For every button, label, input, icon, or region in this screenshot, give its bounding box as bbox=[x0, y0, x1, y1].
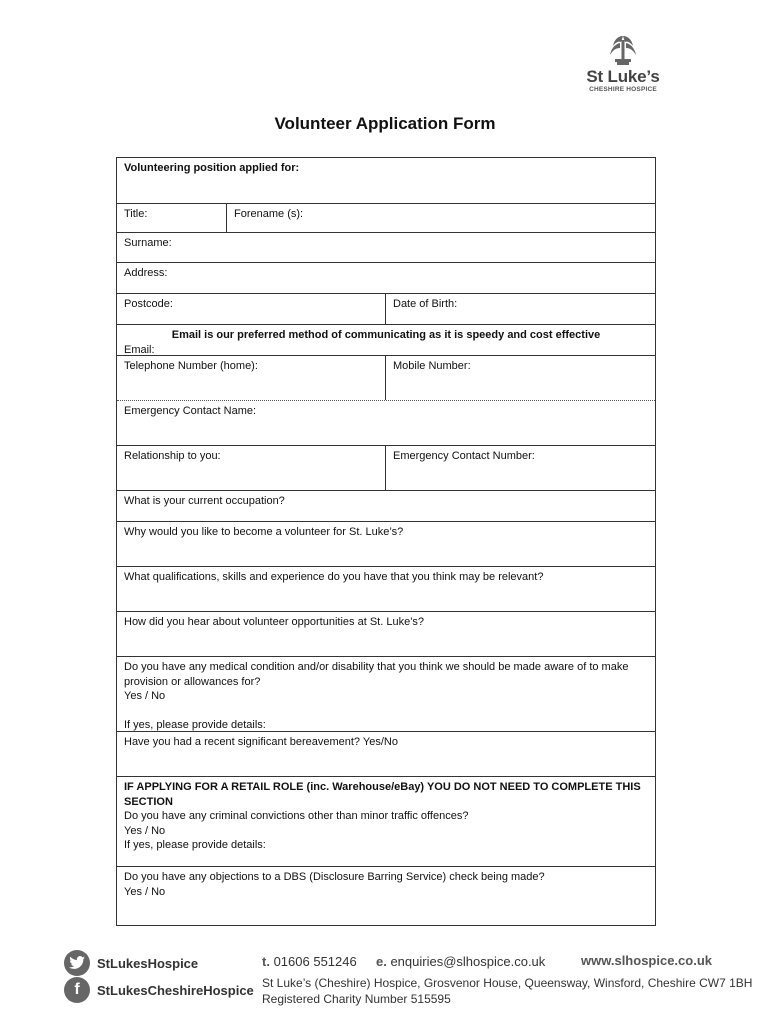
position-row bbox=[117, 158, 655, 203]
medical-row bbox=[117, 656, 655, 731]
telephone-row bbox=[117, 355, 655, 400]
retail-note: IF APPLYING FOR A RETAIL ROLE (inc. Warehouse/eBay) YOU DO NOT NEED TO COMPLETE THIS SECTION bbox=[124, 781, 641, 808]
medical-details: If yes, please provide details: bbox=[124, 719, 266, 732]
address-row bbox=[117, 262, 655, 293]
email-note: Email is our preferred method of communicating as it is speedy and cost effective bbox=[171, 329, 601, 341]
title-field[interactable]: Title: bbox=[117, 204, 227, 232]
surname-row bbox=[117, 232, 655, 262]
charity-number: Registered Charity Number 515595 bbox=[262, 992, 451, 1006]
emergency-name-row bbox=[117, 400, 655, 445]
email-field[interactable]: Email: bbox=[124, 343, 155, 356]
website-link[interactable]: www.slhospice.co.uk bbox=[581, 953, 712, 968]
bereavement-row bbox=[117, 731, 655, 776]
twitter-link[interactable] bbox=[64, 950, 198, 976]
relationship-field[interactable]: Relationship to you: bbox=[117, 446, 386, 490]
phone-number[interactable]: 01606 551246 bbox=[273, 954, 357, 969]
why-row bbox=[117, 521, 655, 566]
address-field[interactable]: Address: bbox=[124, 267, 168, 279]
dbs-field[interactable] bbox=[117, 867, 655, 925]
medical-yes-no[interactable]: Yes / No bbox=[124, 690, 166, 703]
qualifications-row bbox=[117, 566, 655, 611]
facebook-link[interactable] bbox=[64, 977, 254, 1003]
postal-address: St Luke’s (Cheshire) Hospice, Grosvenor House, Queensway, Winsford, Cheshire CW7 1BH bbox=[262, 976, 753, 990]
criminal-yes-no[interactable]: Yes / No bbox=[124, 824, 166, 837]
contact-line bbox=[262, 954, 545, 969]
dob-field[interactable]: Date of Birth: bbox=[393, 298, 458, 310]
dbs-yes-no[interactable]: Yes / No bbox=[124, 885, 166, 898]
footer bbox=[0, 945, 770, 1024]
logo bbox=[583, 34, 663, 93]
emergency-name-field[interactable]: Emergency Contact Name: bbox=[124, 405, 257, 417]
logo-subtitle: CHESHIRE HOSPICE bbox=[589, 86, 657, 93]
criminal-field[interactable] bbox=[117, 777, 655, 866]
email-label: e. bbox=[375, 954, 387, 969]
postcode-field[interactable]: Postcode: bbox=[117, 294, 386, 324]
criminal-row bbox=[117, 776, 655, 866]
occupation-row bbox=[117, 490, 655, 521]
qualifications-field[interactable]: What qualifications, skills and experience do you have that you think may be relevant? bbox=[124, 571, 544, 583]
postcode-row bbox=[117, 293, 655, 324]
hear-row bbox=[117, 611, 655, 656]
position-field[interactable]: Volunteering position applied for: bbox=[124, 162, 300, 174]
emergency-number-field[interactable]: Emergency Contact Number: bbox=[393, 450, 535, 462]
fountain-icon bbox=[606, 34, 640, 66]
criminal-question: Do you have any criminal convictions other than minor traffic offences? bbox=[124, 810, 469, 823]
hear-field[interactable]: How did you hear about volunteer opportunities at St. Luke’s? bbox=[124, 616, 425, 628]
email-address[interactable]: enquiries@slhospice.co.uk bbox=[390, 954, 546, 969]
telephone-home-field[interactable]: Telephone Number (home): bbox=[117, 356, 386, 400]
dbs-question: Do you have any objections to a DBS (Disclosure Barring Service) check being made? bbox=[124, 871, 545, 883]
twitter-handle: StLukesHospice bbox=[97, 955, 199, 971]
dbs-row bbox=[117, 866, 655, 925]
medical-field[interactable] bbox=[117, 657, 655, 731]
surname-field[interactable]: Surname: bbox=[124, 237, 172, 249]
application-form bbox=[116, 157, 656, 926]
facebook-icon: f bbox=[64, 977, 90, 1003]
mobile-field[interactable]: Mobile Number: bbox=[393, 360, 471, 372]
occupation-field[interactable]: What is your current occupation? bbox=[124, 495, 285, 507]
criminal-details: If yes, please provide details: bbox=[124, 839, 266, 852]
twitter-icon bbox=[64, 950, 90, 976]
name-row bbox=[117, 203, 655, 232]
phone-label: t. bbox=[262, 954, 270, 969]
email-row bbox=[117, 324, 655, 355]
logo-name: St Luke’s bbox=[586, 67, 660, 86]
forename-field[interactable]: Forename (s): bbox=[234, 208, 304, 220]
page-title: Volunteer Application Form bbox=[274, 114, 496, 133]
medical-question: Do you have any medical condition and/or disability that you think we should be made aware of to make provision or allowances for? bbox=[124, 661, 629, 688]
bereavement-field[interactable]: Have you had a recent significant bereavement? Yes/No bbox=[124, 736, 398, 748]
why-field[interactable]: Why would you like to become a volunteer for St. Luke’s? bbox=[124, 526, 404, 538]
facebook-handle: StLukesCheshireHospice bbox=[97, 982, 254, 998]
relationship-row bbox=[117, 445, 655, 490]
